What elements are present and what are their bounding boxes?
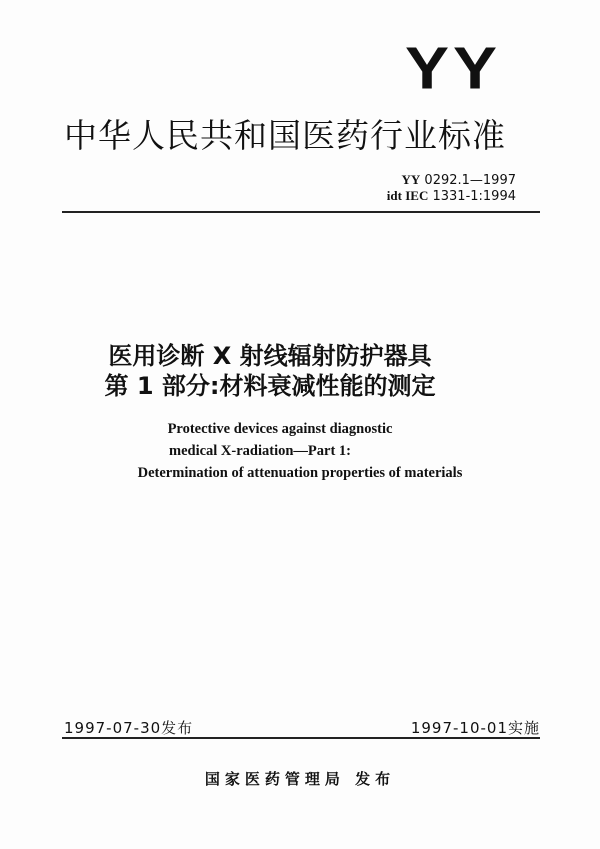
std-number: 0292.1—1997	[424, 173, 516, 188]
std-prefix: YY	[401, 172, 421, 187]
title-cn-line2: 第 1 部分:材料衰减性能的测定	[104, 372, 436, 400]
title-en-line3: Determination of attenuation properties of materials	[137, 465, 463, 481]
title-cn-line1: 医用诊断 X 射线辐射防护器具	[108, 342, 432, 370]
organization-title: 中华人民共和国医药行业标准	[64, 116, 506, 155]
standard-logo: YY	[405, 34, 502, 102]
title-en-line2: medical X-radiation—Part 1:	[168, 443, 352, 459]
effective-date: 1997-10-01实施	[410, 719, 540, 737]
idt-number: 1331-1:1994	[432, 189, 516, 204]
idt-prefix: idt IEC	[386, 188, 429, 203]
title-en-line1: Protective devices against diagnostic	[167, 421, 393, 437]
divider	[62, 737, 540, 739]
divider	[62, 211, 540, 213]
publisher: 国家医药管理局 发布	[204, 770, 396, 788]
standard-number	[387, 172, 516, 204]
issue-date: 1997-07-30发布	[64, 719, 194, 737]
